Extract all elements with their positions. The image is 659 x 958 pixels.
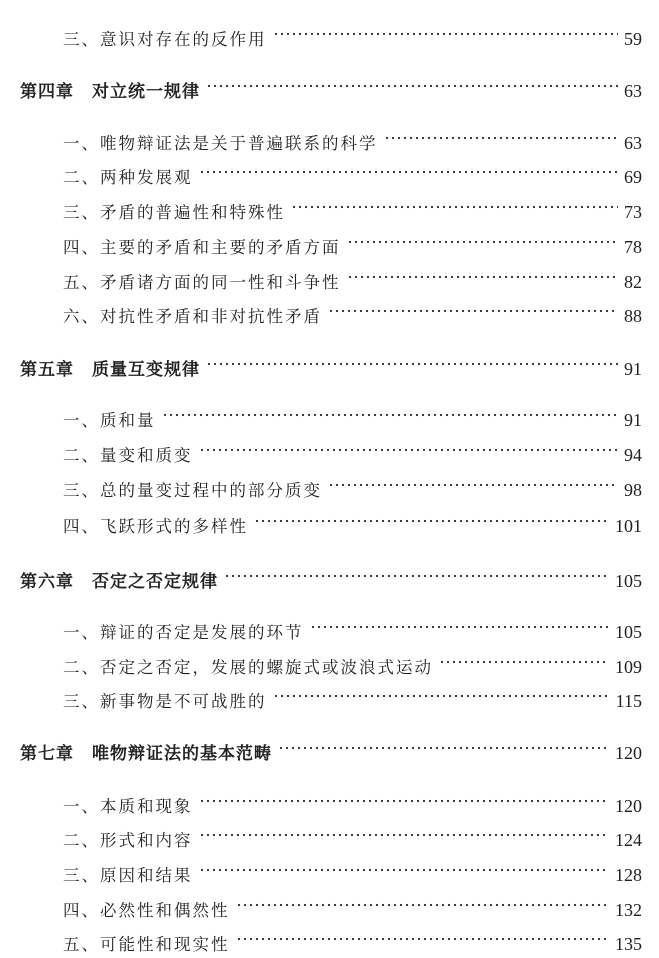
toc-entry-section[interactable] <box>63 647 642 677</box>
page-number: 63 <box>624 81 642 101</box>
dot-leader <box>310 612 610 638</box>
dot-leader <box>199 820 610 846</box>
dot-leader <box>273 681 610 707</box>
entry-title: 一、质和量 <box>63 411 156 430</box>
page-number: 78 <box>624 237 642 257</box>
chapter-title: 第七章 唯物辩证法的基本范畴 <box>20 744 272 764</box>
toc-entry-section[interactable] <box>63 612 642 642</box>
dot-leader <box>199 855 610 881</box>
entry-title: 三、新事物是不可战胜的 <box>63 692 267 711</box>
dot-leader <box>236 890 610 916</box>
dot-leader <box>199 435 619 461</box>
chapter-title: 第五章 质量互变规律 <box>20 360 200 380</box>
chapter-title: 第六章 否定之否定规律 <box>20 572 218 592</box>
toc-entry-section[interactable] <box>63 262 642 292</box>
page-number: 109 <box>615 657 642 677</box>
dot-leader <box>206 349 618 375</box>
entry-title: 四、主要的矛盾和主要的矛盾方面 <box>63 238 341 257</box>
entry-title: 一、辩证的否定是发展的环节 <box>63 623 304 642</box>
page-number: 120 <box>615 796 642 816</box>
dot-leader <box>199 786 610 812</box>
toc-entry-section[interactable] <box>63 296 642 326</box>
dot-leader <box>291 192 618 218</box>
page-number: 94 <box>624 445 642 465</box>
dot-leader <box>206 71 618 97</box>
toc-entry-section[interactable] <box>63 227 642 257</box>
entry-title: 四、必然性和偶然性 <box>63 901 230 920</box>
page-number: 98 <box>624 480 642 500</box>
page-number: 91 <box>624 359 642 379</box>
dot-leader <box>347 227 619 253</box>
chapter-title: 第四章 对立统一规律 <box>20 82 200 102</box>
entry-title: 二、否定之否定，发展的螺旋式或波浪式运动 <box>63 658 433 677</box>
dot-leader <box>254 506 609 532</box>
page-number: 105 <box>615 622 642 642</box>
dot-leader <box>328 296 618 322</box>
toc-entry-chapter[interactable] <box>20 71 642 102</box>
dot-leader <box>162 400 619 426</box>
entry-title: 二、两种发展观 <box>63 168 193 187</box>
page-number: 101 <box>615 516 642 536</box>
entry-title: 三、意识对存在的反作用 <box>63 30 267 49</box>
toc-entry-section[interactable] <box>63 123 642 153</box>
toc-entry-chapter[interactable] <box>20 349 642 380</box>
dot-leader <box>439 647 609 673</box>
entry-title: 三、矛盾的普遍性和特殊性 <box>63 203 285 222</box>
dot-leader <box>347 262 619 288</box>
toc-entry-chapter[interactable] <box>20 561 642 592</box>
entry-title: 一、本质和现象 <box>63 797 193 816</box>
toc-entry-section[interactable] <box>63 435 642 465</box>
entry-title: 五、可能性和现实性 <box>63 935 230 954</box>
toc-entry-section[interactable] <box>63 19 642 49</box>
entry-title: 一、唯物辩证法是关于普遍联系的科学 <box>63 134 378 153</box>
page-number: 73 <box>624 202 642 222</box>
entry-title: 六、对抗性矛盾和非对抗性矛盾 <box>63 307 322 326</box>
page-number: 128 <box>615 865 642 885</box>
toc-entry-section[interactable] <box>63 506 642 536</box>
page-number: 59 <box>624 29 642 49</box>
toc-entry-section[interactable] <box>63 924 642 954</box>
page-number: 63 <box>624 133 642 153</box>
page-number: 132 <box>615 900 642 920</box>
dot-leader <box>273 19 619 45</box>
entry-title: 二、量变和质变 <box>63 446 193 465</box>
page-number: 82 <box>624 272 642 292</box>
toc-entry-section[interactable] <box>63 157 642 187</box>
toc-entry-section[interactable] <box>63 890 642 920</box>
dot-leader <box>384 123 619 149</box>
dot-leader <box>224 561 609 587</box>
entry-title: 三、原因和结果 <box>63 866 193 885</box>
toc-entry-chapter[interactable] <box>20 733 642 764</box>
toc-entry-section[interactable] <box>63 400 642 430</box>
page-number: 120 <box>615 743 642 763</box>
page-number: 124 <box>615 830 642 850</box>
toc-entry-section[interactable] <box>63 192 642 222</box>
page-number: 69 <box>624 167 642 187</box>
page-number: 115 <box>615 691 642 711</box>
toc-entry-section[interactable] <box>63 855 642 885</box>
page-number: 135 <box>615 934 642 954</box>
dot-leader <box>278 733 609 759</box>
toc-entry-section[interactable] <box>63 470 642 500</box>
dot-leader <box>328 470 618 496</box>
toc-entry-section[interactable] <box>63 820 642 850</box>
page-number: 88 <box>624 306 642 326</box>
entry-title: 二、形式和内容 <box>63 831 193 850</box>
dot-leader <box>199 157 619 183</box>
page-number: 105 <box>615 571 642 591</box>
entry-title: 三、总的量变过程中的部分质变 <box>63 481 322 500</box>
toc-entry-section[interactable] <box>63 786 642 816</box>
toc-entry-section[interactable] <box>63 681 642 711</box>
entry-title: 四、飞跃形式的多样性 <box>63 517 248 536</box>
dot-leader <box>236 924 610 950</box>
entry-title: 五、矛盾诸方面的同一性和斗争性 <box>63 273 341 292</box>
page-number: 91 <box>624 410 642 430</box>
